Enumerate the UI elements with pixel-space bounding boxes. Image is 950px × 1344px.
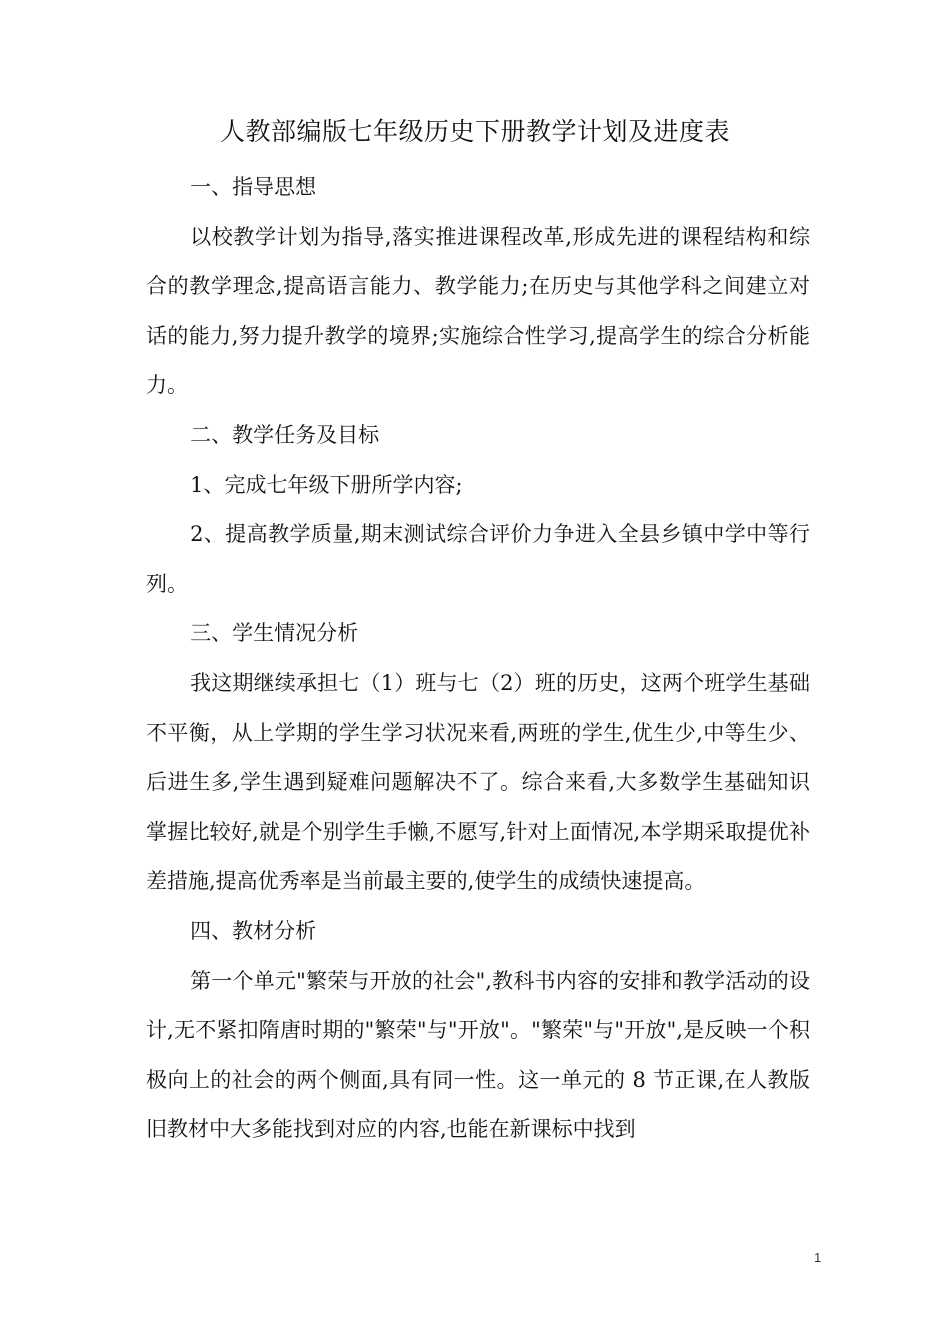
paragraph-guiding-ideology: 以校教学计划为指导,落实推进课程改革,形成先进的课程结构和综合的教学理念,提高语言能力、教学能力;在历史与其他学科之间建立对话的能力,努力提升教学的境界;实施综合性学习,提高学生的综合分析能力。: [146, 224, 810, 398]
heading-textbook-analysis: 四、教材分析: [190, 918, 317, 943]
paragraph-textbook-analysis: 第一个单元"繁荣与开放的社会",教科书内容的安排和教学活动的设计,无不紧扣隋唐时期的"繁荣"与"开放"。"繁荣"与"开放",是反映一个积极向上的社会的两个侧面,具有同一性。这一单元的 8 节正课,在人教版旧教材中大多能找到对应的内容,也能在新课标中找到: [146, 968, 810, 1142]
page-number: 1: [814, 1250, 822, 1265]
heading-guiding-ideology: 一、指导思想: [190, 175, 317, 199]
paragraph-student-analysis: 我这期继续承担七（1）班与七（2）班的历史，这两个班学生基础不平衡，从上学期的学生学习状况来看,两班的学生,优生少,中等生少、后进生多,学生遇到疑难问题解决不了。综合来看,大多数学生基础知识掌握比较好,就是个别学生手懒,不愿写,针对上面情况,本学期采取提优补差措施,提高优秀率是当前最主要的,使学生的成绩快速提高。: [146, 670, 810, 894]
page-title: 人教部编版七年级历史下册教学计划及进度表: [219, 117, 730, 146]
heading-student-analysis: 三、学生情况分析: [190, 621, 359, 646]
list-item-goal-1: 1、完成七年级下册所学内容;: [190, 472, 463, 497]
list-item-goal-2: 2、提高教学质量,期末测试综合评价力争进入全县乡镇中学中等行列。: [146, 522, 810, 596]
heading-tasks-goals: 二、教学任务及目标: [190, 422, 380, 447]
document-body: [146, 163, 810, 1155]
